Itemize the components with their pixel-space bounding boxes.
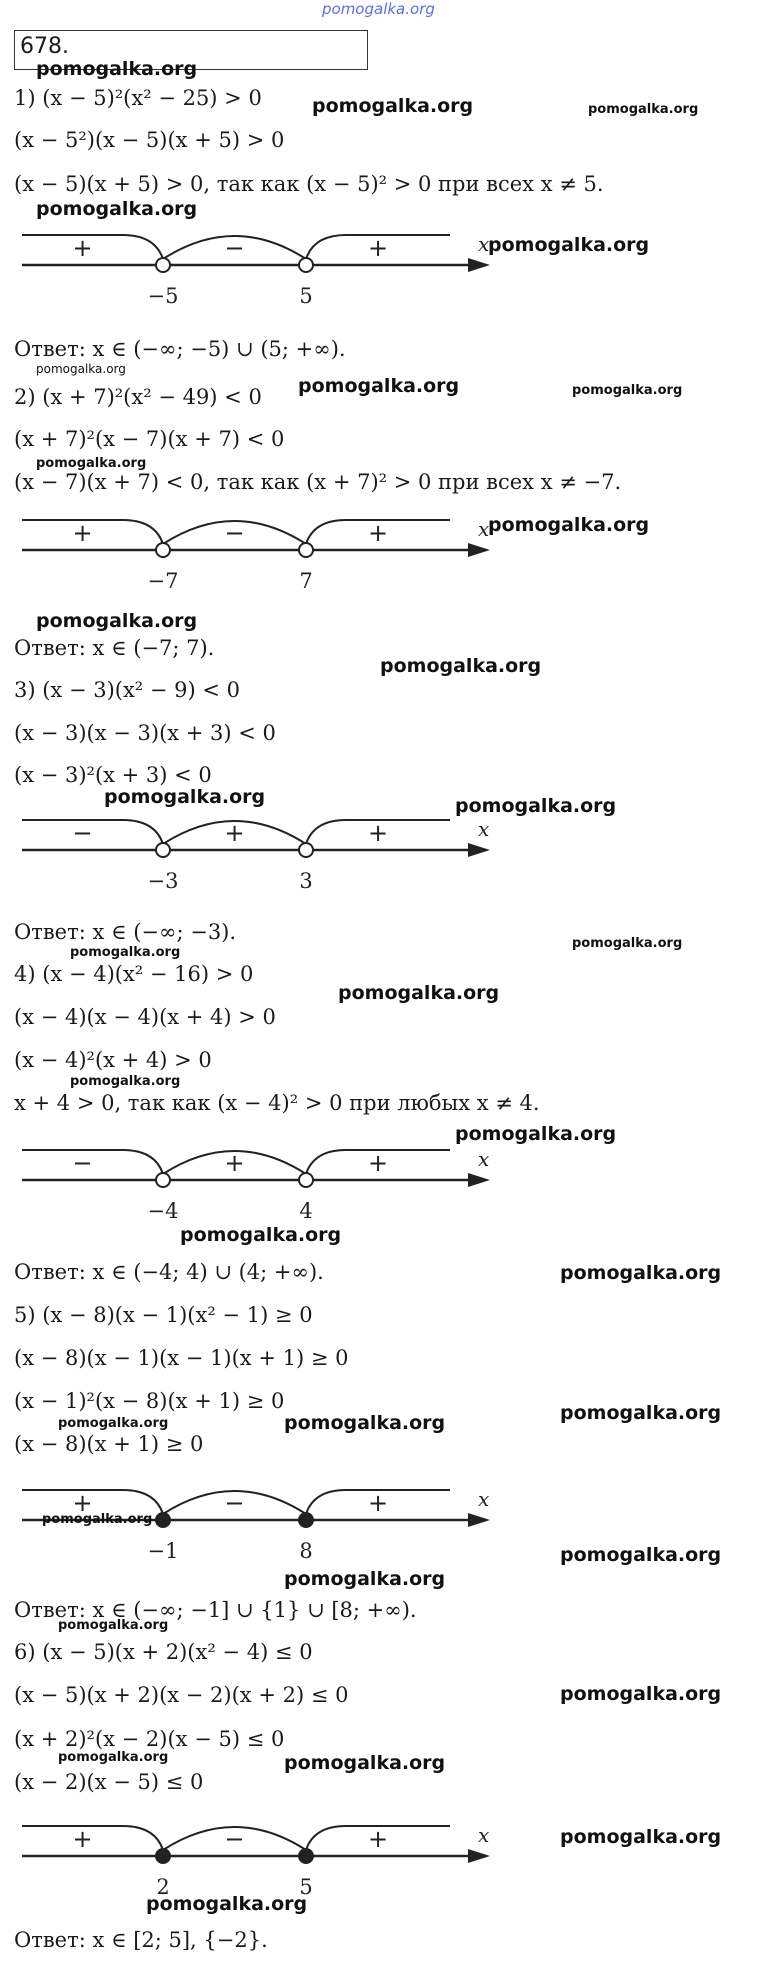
- watermark: pomogalka.org: [312, 95, 474, 117]
- site-watermark-top: pomogalka.org: [322, 0, 435, 18]
- interval-sign: +: [72, 1489, 93, 1517]
- axis-variable-label: x: [478, 817, 490, 841]
- watermark: pomogalka.org: [284, 1412, 446, 1434]
- p6-line-3: (x + 2)²(x − 2)(x − 5) ≤ 0: [14, 1727, 285, 1751]
- interval-sign: −: [224, 1825, 245, 1853]
- axis-arrow: [468, 843, 490, 857]
- open-point: [299, 843, 313, 857]
- interval-sign: +: [367, 1149, 389, 1177]
- axis-variable-label: x: [478, 1147, 490, 1171]
- interval-sign: +: [224, 1149, 245, 1177]
- watermark: pomogalka.org: [36, 58, 198, 80]
- p4-answer: Ответ: x ∈ (−4; 4) ∪ (4; +∞).: [14, 1260, 324, 1284]
- p2-line-3: (x − 7)(x + 7) < 0, так как (x + 7)² > 0 при всех x ≠ −7.: [14, 470, 622, 494]
- watermark: pomogalka.org: [380, 655, 542, 677]
- axis-arrow: [468, 543, 490, 557]
- watermark: pomogalka.org: [560, 1544, 722, 1566]
- point-label: 5: [299, 1875, 313, 1896]
- p6-line-4: (x − 2)(x − 5) ≤ 0: [14, 1770, 204, 1794]
- point-label: −7: [147, 569, 179, 590]
- filled-point: [156, 1849, 170, 1863]
- p3-line-1: 3) (x − 3)(x² − 9) < 0: [14, 678, 241, 702]
- watermark: pomogalka.org: [104, 786, 266, 808]
- watermark: pomogalka.org: [338, 982, 500, 1004]
- point-label: 2: [156, 1875, 170, 1896]
- task-number: 678.: [20, 34, 69, 59]
- p1-line-3: (x − 5)(x + 5) > 0, так как (x − 5)² > 0 при всех x ≠ 5.: [14, 172, 604, 196]
- watermark: pomogalka.org: [284, 1568, 446, 1590]
- p3-number-line: [0, 810, 757, 890]
- p4-line-3: (x − 4)²(x + 4) > 0: [14, 1048, 212, 1072]
- axis-arrow: [468, 258, 490, 272]
- watermark: pomogalka.org: [572, 383, 683, 398]
- watermark: pomogalka.org: [58, 1618, 169, 1633]
- p4-number-line: [0, 1140, 757, 1220]
- interval-sign: +: [72, 519, 93, 547]
- watermark: pomogalka.org: [36, 362, 126, 376]
- watermark: pomogalka.org: [560, 1826, 722, 1848]
- p1-line-1: 1) (x − 5)²(x² − 25) > 0: [14, 86, 262, 110]
- point-label: 4: [299, 1199, 313, 1220]
- watermark: pomogalka.org: [36, 198, 198, 220]
- point-label: 5: [299, 284, 313, 305]
- open-point: [299, 543, 313, 557]
- watermark: pomogalka.org: [146, 1893, 308, 1915]
- filled-point: [156, 1513, 170, 1527]
- open-point: [156, 1173, 170, 1187]
- watermark: pomogalka.org: [572, 936, 683, 951]
- interval-sign: +: [367, 1825, 389, 1853]
- watermark: pomogalka.org: [455, 795, 617, 817]
- interval-sign: −: [72, 1149, 93, 1177]
- p1-line-2: (x − 5²)(x − 5)(x + 5) > 0: [14, 128, 285, 152]
- axis-variable-label: x: [478, 517, 490, 541]
- watermark: pomogalka.org: [455, 1123, 617, 1145]
- p2-line-2: (x + 7)²(x − 7)(x + 7) < 0: [14, 427, 285, 451]
- watermark: pomogalka.org: [560, 1262, 722, 1284]
- p2-answer: Ответ: x ∈ (−7; 7).: [14, 636, 215, 660]
- interval-sign: +: [367, 234, 389, 262]
- p5-line-3: (x − 1)²(x − 8)(x + 1) ≥ 0: [14, 1389, 285, 1413]
- p5-line-2: (x − 8)(x − 1)(x − 1)(x + 1) ≥ 0: [14, 1346, 349, 1370]
- p3-line-2: (x − 3)(x − 3)(x + 3) < 0: [14, 721, 276, 745]
- p4-line-4: x + 4 > 0, так как (x − 4)² > 0 при любых x ≠ 4.: [14, 1091, 540, 1115]
- watermark: pomogalka.org: [36, 456, 147, 471]
- p6-answer: Ответ: x ∈ [2; 5], {−2}.: [14, 1928, 268, 1952]
- watermark: pomogalka.org: [58, 1750, 169, 1765]
- interval-sign: +: [367, 819, 389, 847]
- p1-answer: Ответ: x ∈ (−∞; −5) ∪ (5; +∞).: [14, 337, 346, 361]
- watermark: pomogalka.org: [36, 610, 198, 632]
- axis-arrow: [468, 1173, 490, 1187]
- watermark: pomogalka.org: [284, 1752, 446, 1774]
- interval-sign: −: [224, 234, 245, 262]
- interval-sign: −: [224, 1489, 245, 1517]
- axis-variable-label: x: [478, 1823, 490, 1847]
- watermark: pomogalka.org: [588, 102, 699, 117]
- p2-line-1: 2) (x + 7)²(x² − 49) < 0: [14, 385, 262, 409]
- axis-variable-label: x: [478, 232, 490, 256]
- p3-line-3: (x − 3)²(x + 3) < 0: [14, 763, 212, 787]
- watermark: pomogalka.org: [70, 1074, 181, 1089]
- watermark: pomogalka.org: [560, 1683, 722, 1705]
- p4-line-2: (x − 4)(x − 4)(x + 4) > 0: [14, 1005, 276, 1029]
- open-point: [156, 843, 170, 857]
- p4-line-1: 4) (x − 4)(x² − 16) > 0: [14, 962, 254, 986]
- p6-line-2: (x − 5)(x + 2)(x − 2)(x + 2) ≤ 0: [14, 1683, 349, 1707]
- open-point: [156, 258, 170, 272]
- axis-variable-label: x: [478, 1487, 490, 1511]
- open-point: [299, 258, 313, 272]
- watermark: pomogalka.org: [58, 1416, 169, 1431]
- point-label: −4: [147, 1199, 179, 1220]
- interval-sign: +: [367, 1489, 389, 1517]
- point-label: −3: [147, 869, 179, 890]
- p5-line-1: 5) (x − 8)(x − 1)(x² − 1) ≥ 0: [14, 1303, 313, 1327]
- interval-sign: −: [72, 819, 93, 847]
- watermark: pomogalka.org: [42, 1512, 153, 1527]
- filled-point: [299, 1849, 313, 1863]
- axis-arrow: [468, 1513, 490, 1527]
- watermark: pomogalka.org: [70, 945, 181, 960]
- axis-arrow: [468, 1849, 490, 1863]
- watermark: pomogalka.org: [298, 375, 460, 397]
- point-label: −5: [147, 284, 179, 305]
- watermark: pomogalka.org: [560, 1402, 722, 1424]
- interval-sign: −: [224, 519, 245, 547]
- watermark: pomogalka.org: [180, 1224, 342, 1246]
- interval-sign: +: [72, 234, 93, 262]
- interval-sign: +: [367, 519, 389, 547]
- p5-line-4: (x − 8)(x + 1) ≥ 0: [14, 1432, 204, 1456]
- watermark: pomogalka.org: [488, 514, 650, 536]
- p5-answer: Ответ: x ∈ (−∞; −1] ∪ {1} ∪ [8; +∞).: [14, 1598, 417, 1622]
- interval-sign: +: [72, 1825, 93, 1853]
- point-label: 3: [299, 869, 313, 890]
- watermark: pomogalka.org: [488, 234, 650, 256]
- filled-point: [299, 1513, 313, 1527]
- point-label: 7: [299, 569, 313, 590]
- p3-answer: Ответ: x ∈ (−∞; −3).: [14, 920, 237, 944]
- point-label: −1: [147, 1539, 179, 1560]
- point-label: 8: [299, 1539, 313, 1560]
- interval-sign: +: [224, 819, 245, 847]
- p6-line-1: 6) (x − 5)(x + 2)(x² − 4) ≤ 0: [14, 1640, 313, 1664]
- open-point: [156, 543, 170, 557]
- open-point: [299, 1173, 313, 1187]
